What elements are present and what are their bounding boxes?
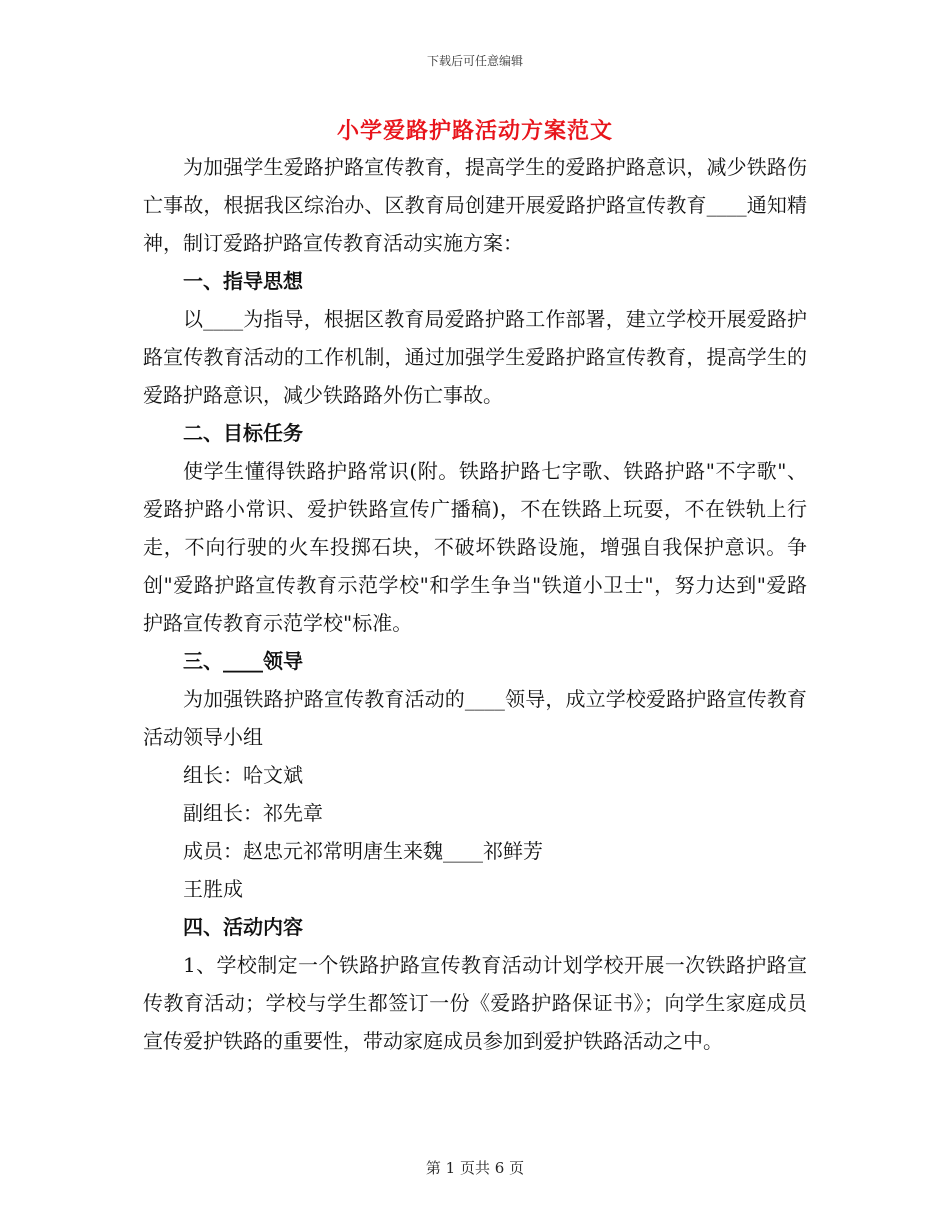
activity-item-1: 1、学校制定一个铁路护路宣传教育活动计划学校开展一次铁路护路宣传教育活动；学校与学生都签订一份《爱路护路保证书》；向学生家庭成员宣传爱护铁路的重要性，带动家庭成员参加到爱护铁路活动之中。 [143,953,807,1053]
members-line: 成员：赵忠元祁常明唐生来魏____祁鲜芳 [183,839,543,863]
document-body [143,148,807,1060]
page-footer: 第 1 页共 6 页 [425,1159,525,1177]
section-heading-goals: 二、目标任务 [183,421,303,445]
section-heading-activities: 四、活动内容 [183,915,303,939]
document-title: 小学爱路护路活动方案范文 [336,118,613,144]
intro-paragraph: 为加强学生爱路护路宣传教育，提高学生的爱路护路意识，减少铁路伤亡事故，根据我区综治办、区教育局创建开展爱路护路宣传教育____通知精神，制订爱路护路宣传教育活动实施方案： [143,155,807,255]
section-body-leadership: 为加强铁路护路宣传教育活动的____领导，成立学校爱路护路宣传教育活动领导小组 [143,687,807,749]
section-heading-guiding-ideology: 一、指导思想 [183,269,303,293]
members-continued-line: 王胜成 [183,877,243,901]
section-body-guiding-ideology: 以____为指导，根据区教育局爱路护路工作部署，建立学校开展爱路护路宣传教育活动的工作机制，通过加强学生爱路护路宣传教育，提高学生的爱路护路意识，减少铁路路外伤亡事故。 [143,307,807,407]
leader-line: 组长：哈文斌 [183,763,303,787]
section-body-goals: 使学生懂得铁路护路常识(附。铁路护路七字歌、铁路护路"不字歌"、爱路护路小常识、爱护铁路宣传广播稿)，不在铁路上玩耍，不在铁轨上行走，不向行驶的火车投掷石块，不破坏铁路设施，增强自我保护意识。争创"爱路护路宣传教育示范学校"和学生争当"铁道小卫士"，努力达到"爱路护路宣传教育示范学校"标准。 [143,459,807,635]
vice-leader-line: 副组长：祁先章 [183,801,323,825]
section-heading-leadership: 三、____领导 [183,649,303,673]
header-note: 下载后可任意编辑 [426,54,523,68]
